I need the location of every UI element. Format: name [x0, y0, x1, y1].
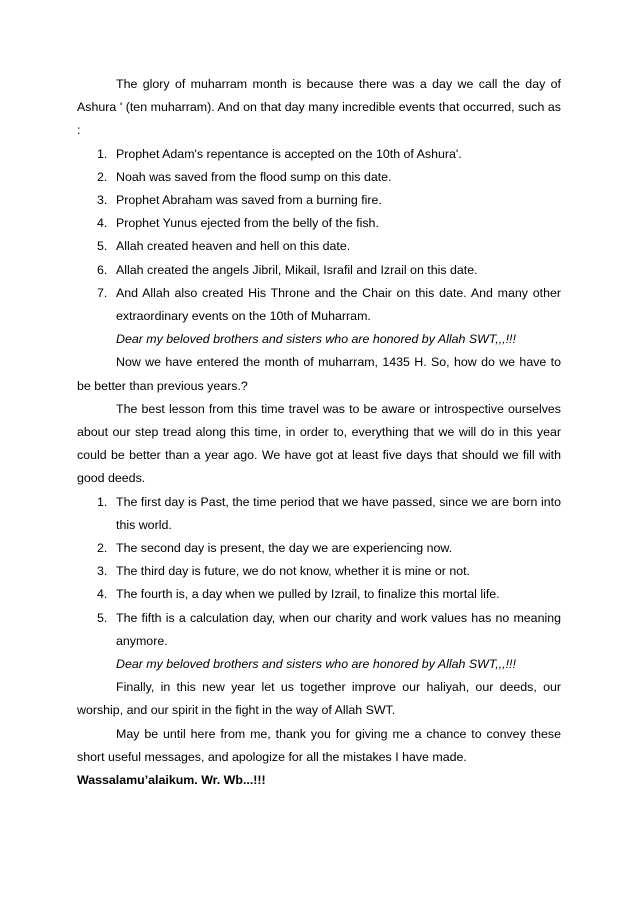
list-number: 1.	[97, 146, 108, 161]
list-item-text: The third day is future, we do not know, whether it is mine or not.	[116, 564, 470, 579]
list-item	[97, 282, 561, 328]
list-item	[97, 235, 561, 258]
list-item	[97, 166, 561, 189]
list-item	[97, 537, 561, 560]
intro-paragraph: The glory of muharram month is because there was a day we call the day of Ashura ' (ten muharram). And on that day many incredible events that occurred, such as :	[77, 77, 561, 138]
list-item-text: Prophet Adam's repentance is accepted on the 10th of Ashura'.	[116, 146, 462, 161]
paragraph-5: May be until here from me, thank you for giving me a chance to convey these short useful messages, and apologize for all the mistakes I have made.	[77, 726, 561, 764]
list-item-text: The fifth is a calculation day, when our charity and work values has no meaning anymore.	[116, 610, 561, 648]
list-item	[97, 143, 561, 166]
list-item-text: Allah created the angels Jibril, Mikail, Israfil and Izrail on this date.	[116, 262, 478, 277]
list-item	[97, 189, 561, 212]
list-number: 2.	[97, 169, 108, 184]
list-number: 3.	[97, 564, 108, 579]
address-line-2: Dear my beloved brothers and sisters who are honored by Allah SWT,,,!!!	[116, 657, 516, 672]
list-item	[97, 259, 561, 282]
closing-salutation: Wassalamu’alaikum. Wr. Wb...!!!	[77, 773, 266, 788]
list-item	[97, 491, 561, 537]
list-number: 5.	[97, 610, 108, 625]
list-number: 1.	[97, 494, 108, 509]
list-item	[97, 583, 561, 606]
paragraph-2: Now we have entered the month of muharram, 1435 H. So, how do we have to be better than previous years.?	[77, 355, 561, 393]
list-item-text: Allah created heaven and hell on this date.	[116, 239, 351, 254]
list-item-text: Noah was saved from the flood sump on this date.	[116, 169, 392, 184]
list-item-text: The first day is Past, the time period that we have passed, since we are born into this world.	[116, 494, 561, 532]
paragraph-4: Finally, in this new year let us together improve our haliyah, our deeds, our worship, and our spirit in the fight in the way of Allah SWT.	[77, 680, 561, 718]
events-list	[77, 143, 561, 329]
list-number: 5.	[97, 239, 108, 254]
address-line-1: Dear my beloved brothers and sisters who are honored by Allah SWT,,,!!!	[116, 332, 516, 347]
list-number: 7.	[97, 285, 108, 300]
list-item-text: The second day is present, the day we are experiencing now.	[116, 541, 453, 556]
list-item-text: Prophet Yunus ejected from the belly of the fish.	[116, 216, 379, 231]
list-item	[97, 560, 561, 583]
list-number: 6.	[97, 262, 108, 277]
paragraph-3: The best lesson from this time travel was to be aware or introspective ourselves about our step tread along this time, in order to, everything that we will do in this year could be better than a year ago. We have got at least five days that should we fill with good deeds.	[77, 401, 561, 486]
document-page	[77, 73, 561, 792]
days-list	[77, 491, 561, 653]
list-item-text: Prophet Abraham was saved from a burning fire.	[116, 193, 382, 208]
list-item	[97, 607, 561, 653]
list-number: 4.	[97, 587, 108, 602]
list-item-text: And Allah also created His Throne and the Chair on this date. And many other extraordinary events on the 10th of Muharram.	[116, 285, 561, 324]
list-number: 2.	[97, 541, 108, 556]
list-item	[97, 212, 561, 235]
list-number: 3.	[97, 193, 108, 208]
list-item-text: The fourth is, a day when we pulled by Izrail, to finalize this mortal life.	[116, 587, 500, 602]
list-number: 4.	[97, 216, 108, 231]
